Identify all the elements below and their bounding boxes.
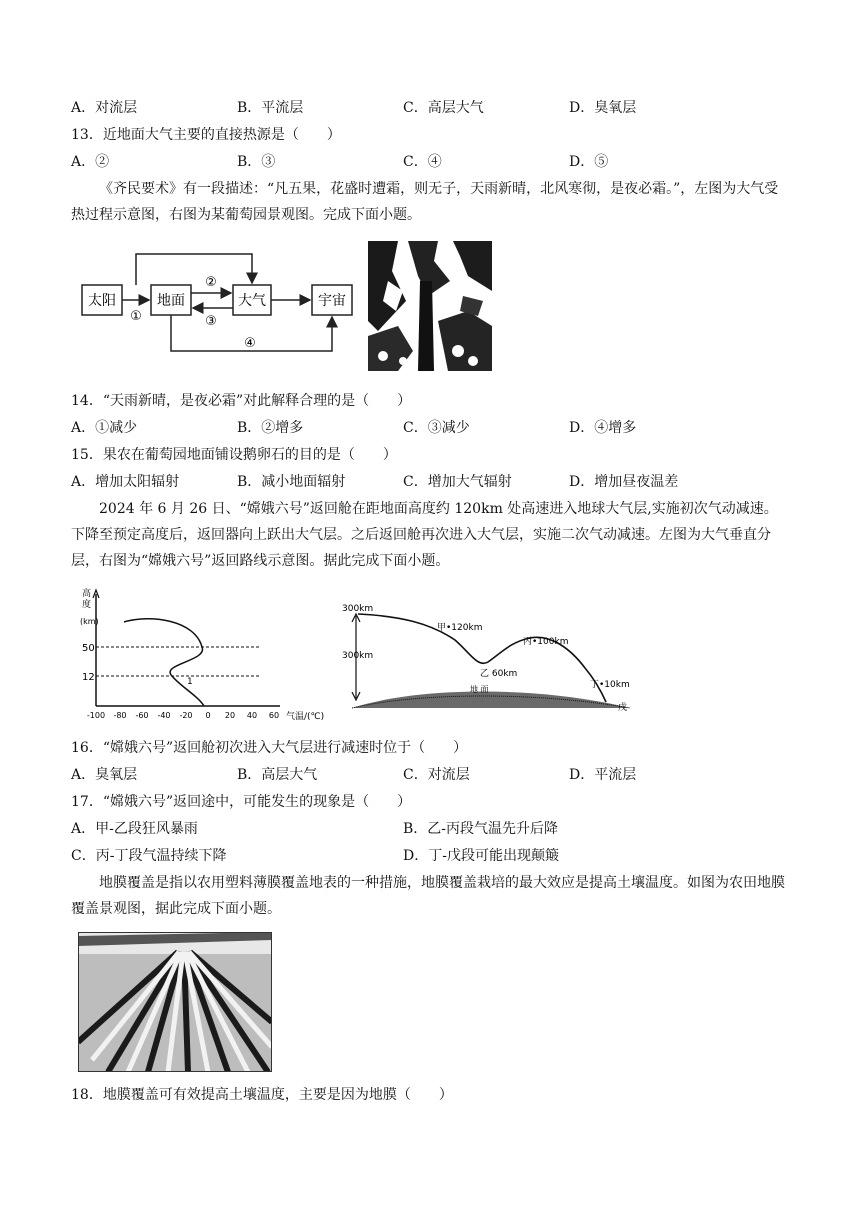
x-tick: -100 bbox=[86, 711, 106, 720]
q17-option-b: B．乙-丙段气温先升后降 bbox=[403, 821, 559, 837]
point-wu: 戊 bbox=[618, 703, 628, 713]
q13-option-d: D．⑤ bbox=[569, 154, 609, 170]
label-universe: 宇宙 bbox=[318, 293, 346, 309]
q14-stem: 14．“天雨新晴，是夜必霜”对此解释合理的是（ ） bbox=[71, 393, 412, 409]
q18-stem: 18．地膜覆盖可有效提高土壤温度，主要是因为地膜（ ） bbox=[71, 1087, 453, 1103]
q16-option-b: B．高层大气 bbox=[237, 767, 318, 783]
label-ground: 地面 bbox=[157, 293, 185, 309]
number-4: ④ bbox=[244, 336, 256, 351]
passage-3-text: 地膜覆盖是指以农用塑料薄膜覆盖地表的一种措施，地膜覆盖栽培的最大效应是提高土壤温度。如图为农田地膜覆盖景观图，据此完成下面小题。 bbox=[71, 875, 785, 917]
q12-option-a: A．对流层 bbox=[71, 100, 138, 116]
number-2: ② bbox=[205, 275, 217, 290]
y-tick-50: 50 bbox=[82, 643, 95, 654]
x-tick: -80 bbox=[113, 711, 127, 720]
passage-2-text: 2024 年 6 月 26 日、“嫦娥六号”返回舱在距地面高度约 120km 处高速进入地球大气层,实施初次气动减速。下降至预定高度后，返回器向上跃出大气层。之后返回舱再次进入大气层，实施二次气动减速。左图为大气垂直分层，右图为“嫦娥六号”返回路线示意图。据此完成下面小题。 bbox=[71, 501, 778, 569]
q14-option-a: A．①减少 bbox=[71, 420, 138, 436]
q15-stem: 15．果农在葡萄园地面铺设鹅卵石的目的是（ ） bbox=[71, 447, 397, 463]
vineyard-photo bbox=[368, 241, 492, 371]
return-route-chart bbox=[340, 598, 640, 716]
top-height-label: 300km bbox=[342, 604, 374, 614]
q15-option-a: A．增加太阳辐射 bbox=[71, 474, 180, 490]
passage-change6 bbox=[71, 496, 791, 574]
q14-option-d: D．④增多 bbox=[569, 420, 637, 436]
x-tick: 20 bbox=[224, 711, 236, 720]
q17-option-d: D．丁-戊段可能出现颠簸 bbox=[403, 848, 559, 864]
q14-option-b: B．②增多 bbox=[237, 420, 304, 436]
q16-option-c: C．对流层 bbox=[403, 767, 470, 783]
point-ding: 丁•10km bbox=[590, 680, 630, 690]
temperature-curve bbox=[124, 619, 204, 706]
q15-option-c: C．增加大气辐射 bbox=[403, 474, 512, 490]
label-sun: 太阳 bbox=[88, 293, 116, 309]
q15-option-b: B．减小地面辐射 bbox=[237, 474, 346, 490]
atmosphere-heating-diagram bbox=[78, 248, 358, 358]
point-bing: 丙•100km bbox=[523, 637, 569, 647]
x-tick: -20 bbox=[179, 711, 193, 720]
x-axis-title: 气温/(℃) bbox=[286, 712, 325, 722]
passage-qimin-yaoshu bbox=[71, 176, 791, 228]
passage-1-text: 《齐民要术》有一段描述：“凡五果，花盛时遭霜，则无子，天雨新晴，北风寒彻，是夜必霜。”，左图为大气受热过程示意图，右图为某葡萄园景观图。完成下面小题。 bbox=[71, 181, 779, 223]
q13-option-b: B．③ bbox=[237, 154, 276, 170]
mulch-film-field-photo bbox=[78, 932, 272, 1072]
curve-mark: 1 bbox=[187, 677, 193, 687]
q17-option-a: A．甲-乙段狂风暴雨 bbox=[71, 821, 198, 837]
svg-text:高: 高 bbox=[82, 589, 92, 599]
q16-option-a: A．臭氧层 bbox=[71, 767, 138, 783]
q13-option-c: C．④ bbox=[403, 154, 442, 170]
y-axis-title bbox=[82, 587, 91, 610]
passage-mulch-film bbox=[71, 870, 791, 922]
q15-option-d: D．增加昼夜温差 bbox=[569, 474, 679, 490]
q17-stem: 17．“嫦娥六号”返回途中，可能发生的现象是（ ） bbox=[71, 794, 412, 810]
x-tick: -60 bbox=[135, 711, 149, 720]
arrow-sun-atmosphere bbox=[136, 254, 252, 285]
q14-option-c: C．③减少 bbox=[403, 420, 470, 436]
q13-option-a: A．② bbox=[71, 154, 110, 170]
x-tick: 60 bbox=[268, 711, 280, 720]
q17-option-c: C．丙-丁段气温持续下降 bbox=[71, 848, 227, 864]
q12-option-d: D．臭氧层 bbox=[569, 100, 637, 116]
height-label: 300km bbox=[342, 651, 374, 661]
atmosphere-layer-chart bbox=[80, 586, 342, 724]
label-atmosphere: 大气 bbox=[238, 293, 266, 309]
y-tick-12: 12 bbox=[82, 672, 95, 683]
q13-stem: 13．近地面大气主要的直接热源是（ ） bbox=[71, 127, 341, 143]
svg-text:度: 度 bbox=[82, 600, 92, 610]
point-yi: 乙 60km bbox=[480, 669, 518, 679]
number-3: ③ bbox=[205, 314, 217, 329]
number-1: ① bbox=[130, 309, 142, 324]
ground-surface bbox=[352, 692, 630, 709]
q12-option-b: B．平流层 bbox=[237, 100, 304, 116]
q12-option-c: C．高层大气 bbox=[403, 100, 484, 116]
q16-option-d: D．平流层 bbox=[569, 767, 637, 783]
q16-stem: 16．“嫦娥六号”返回舱初次进入大气层进行减速时位于（ ） bbox=[71, 740, 468, 756]
y-axis-unit: (km) bbox=[80, 617, 99, 626]
x-tick: -40 bbox=[157, 711, 171, 720]
ground-label: 地 面 bbox=[470, 685, 489, 694]
point-jia: 甲•120km bbox=[437, 623, 483, 633]
x-tick: 40 bbox=[246, 711, 258, 720]
x-tick: 0 bbox=[205, 711, 211, 720]
